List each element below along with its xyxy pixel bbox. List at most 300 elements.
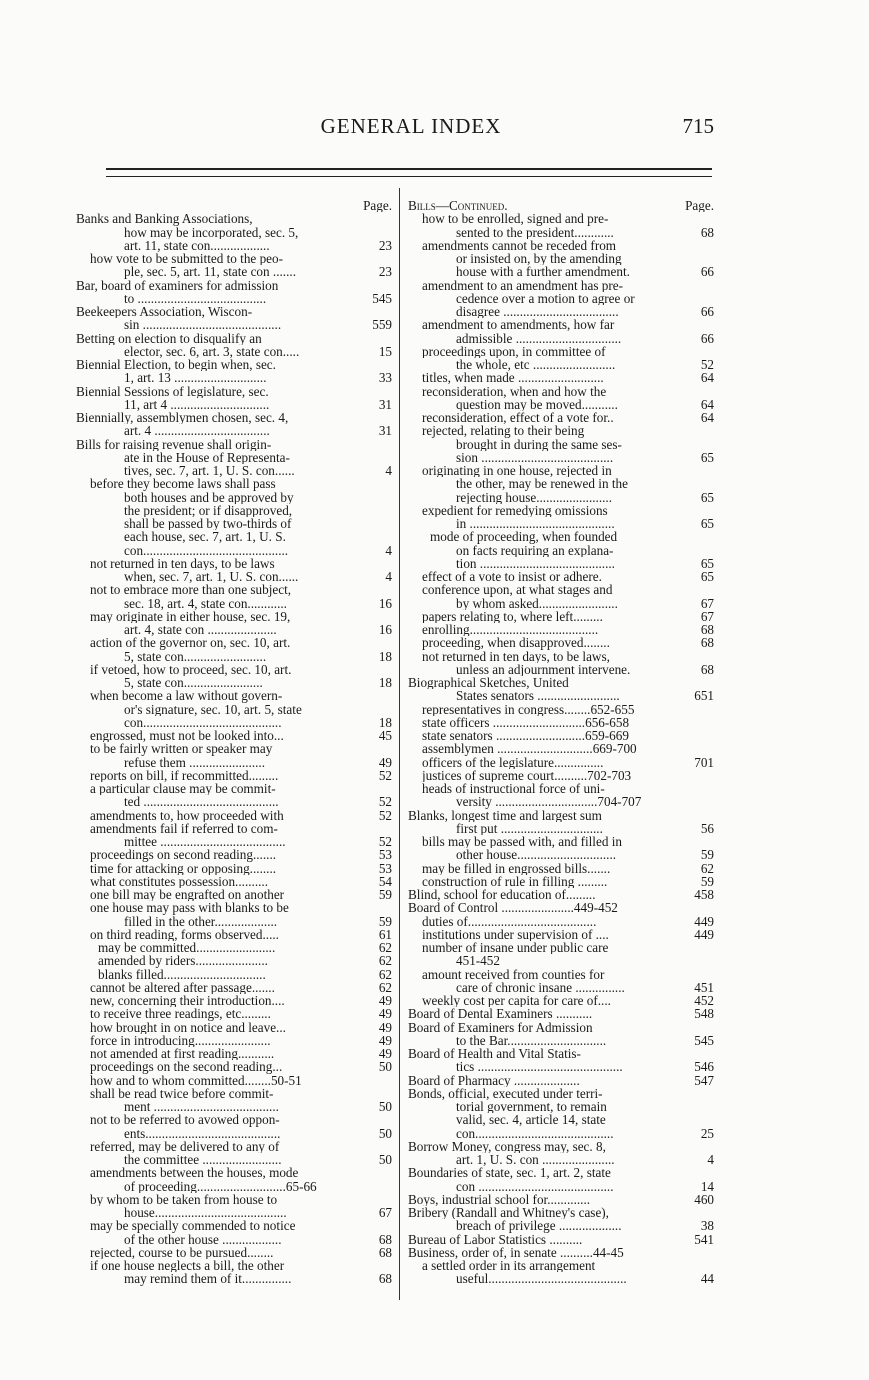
entry-text: force in introducing.......................	[90, 1033, 271, 1047]
entry-text: shall be read twice before commit-	[90, 1086, 274, 1100]
index-line	[76, 1246, 392, 1259]
entry-text: of the other house ..................	[124, 1232, 282, 1246]
entry-text: sec. 18, art. 4, state con............	[124, 596, 287, 610]
entry-page-ref: 25	[700, 1126, 714, 1140]
entry-text: States senators .........................	[456, 689, 620, 703]
index-line	[408, 597, 714, 610]
entry-page-ref: 64	[700, 397, 714, 411]
entry-text: Board of Health and Vital Statis-	[408, 1047, 581, 1061]
entry-text: number of insane under public care	[422, 941, 609, 955]
index-line	[76, 1166, 392, 1179]
entry-text: or's signature, sec. 10, art. 5, state	[124, 702, 302, 716]
entry-page-ref: 49	[378, 994, 392, 1008]
entry-text: enrolling.......................................	[422, 623, 599, 637]
entry-text: a settled order in its arrangement	[422, 1259, 596, 1273]
entry-page-ref: 38	[700, 1219, 714, 1233]
index-line	[76, 464, 392, 477]
entry-page-ref: 50	[378, 1126, 392, 1140]
entry-text: the committee ........................	[124, 1153, 282, 1167]
index-line	[408, 729, 714, 742]
entry-text: proceeding, when disapproved........	[422, 636, 610, 650]
index-line	[408, 358, 714, 371]
entry-page-ref: 62	[700, 861, 714, 875]
entry-page-ref: 18	[378, 649, 392, 663]
index-line	[408, 583, 714, 596]
entry-page-ref: 67	[378, 1206, 392, 1220]
entry-text: Bills for raising revenue shall origin-	[76, 437, 272, 451]
entry-text: not returned in ten days, to be laws,	[422, 649, 610, 663]
entry-text: each house, sec. 7, art. 1, U. S.	[124, 530, 286, 544]
index-line	[76, 862, 392, 875]
entry-text: new, concerning their introduction....	[90, 994, 285, 1008]
index-line	[76, 504, 392, 517]
index-line	[76, 928, 392, 941]
entry-page-ref: 545	[694, 1033, 714, 1047]
entry-page-ref: 452	[694, 994, 714, 1008]
entry-page-ref: 61	[378, 927, 392, 941]
entry-text: referred, may be delivered to any of	[90, 1139, 280, 1153]
index-line	[408, 941, 714, 954]
index-line	[76, 292, 392, 305]
index-line	[408, 954, 714, 967]
index-line	[76, 371, 392, 384]
entry-page-ref: 449	[694, 914, 714, 928]
entry-page-ref: 68	[700, 623, 714, 637]
index-line	[408, 1193, 714, 1206]
index-line	[76, 491, 392, 504]
entry-text: 1, art. 13 ............................	[124, 371, 267, 385]
index-line	[76, 477, 392, 490]
index-line	[408, 915, 714, 928]
index-line	[408, 716, 714, 729]
index-line	[76, 557, 392, 570]
entry-text: amendments between the houses, mode	[90, 1166, 299, 1180]
entry-text: effect of a vote to insist or adhere.	[422, 570, 602, 584]
index-line	[408, 464, 714, 477]
running-title: GENERAL INDEX	[320, 114, 502, 138]
entry-page-ref: 56	[700, 821, 714, 835]
entry-text: 11, art 4 ..............................	[124, 397, 270, 411]
continued-label: Bills—Continued.	[408, 199, 508, 213]
index-line	[76, 1021, 392, 1034]
index-line	[76, 703, 392, 716]
entry-text: sented to the president............	[456, 225, 614, 239]
entry-page-ref: 65	[700, 556, 714, 570]
entry-text: Business, order of, in senate ..........44-45	[408, 1245, 624, 1259]
index-line	[408, 835, 714, 848]
index-line	[408, 424, 714, 437]
right-page-label: Page.	[685, 199, 714, 213]
entry-text: engrossed, must not be looked into...	[90, 729, 284, 743]
entry-text: to .......................................	[124, 291, 267, 305]
index-line	[408, 530, 714, 543]
index-line	[76, 809, 392, 822]
entry-text: ents.........................................	[124, 1126, 281, 1140]
index-line	[408, 1166, 714, 1179]
index-line	[408, 1060, 714, 1073]
index-line	[76, 676, 392, 689]
index-line	[76, 795, 392, 808]
index-line	[408, 212, 714, 225]
entry-page-ref: 68	[700, 225, 714, 239]
index-line	[76, 981, 392, 994]
index-line	[76, 1074, 392, 1087]
entry-text: may remind them of it...............	[124, 1272, 292, 1286]
index-line	[408, 1100, 714, 1113]
entry-text: amended by riders......................	[98, 954, 268, 968]
entry-text: mittee ......................................	[124, 835, 286, 849]
entry-page-ref: 31	[378, 424, 392, 438]
index-line	[76, 769, 392, 782]
entry-text: Bonds, official, executed under terri-	[408, 1086, 603, 1100]
entry-page-ref: 64	[700, 411, 714, 425]
entry-page-ref: 66	[700, 265, 714, 279]
entry-page-ref: 541	[694, 1232, 714, 1246]
right-column	[408, 199, 714, 1286]
entry-page-ref: 65	[700, 570, 714, 584]
entry-page-ref: 53	[378, 848, 392, 862]
index-line	[408, 1246, 714, 1259]
index-line	[76, 530, 392, 543]
index-line	[76, 994, 392, 1007]
entry-text: ment ......................................	[124, 1100, 279, 1114]
index-line	[76, 345, 392, 358]
entry-page-ref: 52	[378, 835, 392, 849]
entry-text: Beekeepers Association, Wiscon-	[76, 305, 253, 319]
entry-page-ref: 54	[378, 874, 392, 888]
entry-text: officers of the legislature...............	[422, 755, 604, 769]
index-line	[408, 491, 714, 504]
entry-text: representatives in congress........652-655	[422, 702, 635, 716]
index-line	[76, 689, 392, 702]
entry-text: weekly cost per capita for care of....	[422, 994, 611, 1008]
entry-page-ref: 701	[694, 755, 714, 769]
index-line	[408, 1259, 714, 1272]
entry-page-ref: 62	[378, 941, 392, 955]
index-line	[76, 1140, 392, 1153]
index-line	[76, 729, 392, 742]
index-line	[76, 1100, 392, 1113]
entry-page-ref: 547	[694, 1073, 714, 1087]
entry-text: proceedings on second reading.......	[90, 848, 277, 862]
entry-page-ref: 50	[378, 1100, 392, 1114]
entry-page-ref: 62	[378, 967, 392, 981]
entry-page-ref: 59	[700, 848, 714, 862]
entry-text: Blind, school for education of.........	[408, 888, 596, 902]
entry-text: admissible ................................	[456, 331, 622, 345]
index-line	[408, 332, 714, 345]
entry-text: Bribery (Randall and Whitney's case),	[408, 1206, 609, 1220]
entry-text: reconsideration, when and how the	[422, 384, 607, 398]
entry-text: by whom asked........................	[456, 596, 618, 610]
entry-page-ref: 18	[378, 676, 392, 690]
entry-page-ref: 23	[378, 238, 392, 252]
index-line	[408, 769, 714, 782]
index-line	[76, 318, 392, 331]
entry-text: how may be incorporated, sec. 5,	[124, 225, 299, 239]
entry-text: both houses and be approved by	[124, 490, 294, 504]
entry-text: Boys, industrial school for.............	[408, 1192, 591, 1206]
index-line	[76, 239, 392, 252]
entry-text: may be filled in engrossed bills.......	[422, 861, 611, 875]
entry-page-ref: 52	[378, 795, 392, 809]
entry-text: tics ............................................	[456, 1060, 623, 1074]
entry-text: sion ........................................	[456, 450, 614, 464]
index-line	[76, 650, 392, 663]
index-line	[408, 1021, 714, 1034]
entry-text: state senators ...........................659-669	[422, 729, 629, 743]
entry-page-ref: 460	[694, 1192, 714, 1206]
index-line	[408, 1074, 714, 1087]
entry-text: before they become laws shall pass	[90, 477, 276, 491]
index-line	[408, 1180, 714, 1193]
entry-text: amendments to, how proceeded with	[90, 808, 284, 822]
entry-text: one bill may be engrafted on another	[90, 888, 285, 902]
entry-text: Biennially, assemblymen chosen, sec. 4,	[76, 411, 289, 425]
entry-page-ref: 66	[700, 305, 714, 319]
index-line	[408, 1233, 714, 1246]
index-line	[76, 1113, 392, 1126]
entry-text: may originate in either house, sec. 19,	[90, 609, 291, 623]
entry-text: not to embrace more than one subject,	[90, 583, 292, 597]
index-line	[76, 901, 392, 914]
entry-text: valid, sec. 4, article 14, state	[456, 1113, 606, 1127]
entry-text: papers relating to, where left.........	[422, 609, 603, 623]
entry-text: ted .........................................	[124, 795, 279, 809]
entry-page-ref: 49	[378, 1020, 392, 1034]
entry-page-ref: 53	[378, 861, 392, 875]
entry-page-ref: 68	[700, 662, 714, 676]
index-line	[408, 901, 714, 914]
entry-text: ple, sec. 5, art. 11, state con .......	[124, 265, 296, 279]
index-line	[76, 954, 392, 967]
entry-text: useful..........................................	[456, 1272, 627, 1286]
entry-text: Biennial Election, to begin when, sec.	[76, 358, 276, 372]
entry-text: one house may pass with blanks to be	[90, 901, 289, 915]
index-line	[76, 398, 392, 411]
entry-text: house........................................	[124, 1206, 287, 1220]
index-line	[76, 1007, 392, 1020]
index-line	[408, 862, 714, 875]
entry-page-ref: 65	[700, 450, 714, 464]
entry-text: institutions under supervision of ....	[422, 927, 609, 941]
entry-text: Banks and Banking Associations,	[76, 212, 253, 226]
entry-text: Borrow Money, congress may, sec. 8,	[408, 1139, 606, 1153]
entry-text: amendment to an amendment has pre-	[422, 278, 624, 292]
index-line	[76, 279, 392, 292]
entry-text: con............................................	[124, 543, 289, 557]
index-line	[408, 1087, 714, 1100]
entry-text: originating in one house, rejected in	[422, 464, 612, 478]
entry-text: construction of rule in filling .........	[422, 874, 608, 888]
entry-page-ref: 62	[378, 954, 392, 968]
index-line	[408, 981, 714, 994]
index-line	[76, 252, 392, 265]
entry-text: assemblymen .............................669-700	[422, 742, 637, 756]
entry-page-ref: 65	[700, 517, 714, 531]
entry-text: torial government, to remain	[456, 1100, 607, 1114]
index-line	[76, 848, 392, 861]
index-line	[408, 226, 714, 239]
entry-text: not to be referred to avowed oppon-	[90, 1113, 280, 1127]
entry-text: rejected, relating to their being	[422, 424, 585, 438]
index-line	[408, 1047, 714, 1060]
entry-text: cannot be altered after passage.......	[90, 980, 275, 994]
entry-page-ref: 59	[700, 874, 714, 888]
index-line	[408, 928, 714, 941]
entry-text: Biennial Sessions of legislature, sec.	[76, 384, 269, 398]
entry-text: reports on bill, if recommitted.........	[90, 768, 279, 782]
index-line	[408, 398, 714, 411]
entry-page-ref: 67	[700, 596, 714, 610]
entry-text: heads of instructional force of uni-	[422, 782, 605, 796]
entry-text: Biographical Sketches, United	[408, 676, 569, 690]
entry-text: may be committed........................	[98, 941, 276, 955]
index-line	[76, 1047, 392, 1060]
entry-text: on third reading, forms observed.....	[90, 927, 279, 941]
index-line	[76, 1272, 392, 1285]
index-line	[408, 782, 714, 795]
index-line	[76, 1193, 392, 1206]
entry-text: Board of Examiners for Admission	[408, 1020, 593, 1034]
entry-page-ref: 16	[378, 623, 392, 637]
entry-text: not returned in ten days, to be laws	[90, 556, 275, 570]
index-line	[408, 345, 714, 358]
left-index-entries	[76, 212, 392, 1285]
entry-text: con..........................................	[456, 1126, 614, 1140]
entry-text: blanks filled...............................	[98, 967, 266, 981]
index-line	[408, 438, 714, 451]
entry-page-ref: 18	[378, 715, 392, 729]
index-line	[76, 385, 392, 398]
entry-page-ref: 449	[694, 927, 714, 941]
entry-page-ref: 64	[700, 371, 714, 385]
entry-text: mode of proceeding, when founded	[430, 530, 618, 544]
entry-text: in ............................................	[456, 517, 615, 531]
index-line	[76, 756, 392, 769]
index-line	[408, 279, 714, 292]
entry-text: proceedings upon, in committee of	[422, 344, 606, 358]
entry-text: house with a further amendment.	[456, 265, 630, 279]
entry-page-ref: 68	[378, 1245, 392, 1259]
entry-text: filled in the other...................	[124, 914, 278, 928]
index-line	[76, 583, 392, 596]
entry-page-ref: 33	[378, 371, 392, 385]
index-line	[408, 1034, 714, 1047]
entry-text: shall be passed by two-thirds of	[124, 517, 292, 531]
index-line	[76, 597, 392, 610]
index-line	[76, 1233, 392, 1246]
entry-page-ref: 548	[694, 1007, 714, 1021]
index-line	[408, 265, 714, 278]
index-line	[76, 1060, 392, 1073]
entry-text: breach of privilege ...................	[456, 1219, 622, 1233]
entry-text: action of the governor on, sec. 10, art.	[90, 636, 291, 650]
index-line	[76, 716, 392, 729]
index-line	[76, 610, 392, 623]
index-line	[408, 968, 714, 981]
column-divider	[399, 188, 400, 1300]
entry-page-ref: 15	[378, 344, 392, 358]
entry-text: Bar, board of examiners for admission	[76, 278, 279, 292]
left-page-label: Page.	[363, 199, 392, 213]
entry-page-ref: 52	[378, 808, 392, 822]
entry-text: care of chronic insane ...............	[456, 980, 625, 994]
entry-text: amendments cannot be receded from	[422, 238, 617, 252]
index-line	[76, 1259, 392, 1272]
index-line	[408, 663, 714, 676]
entry-text: 5, state con.........................	[124, 649, 267, 663]
index-line	[408, 371, 714, 384]
page-number: 715	[682, 114, 714, 138]
entry-text: when, sec. 7, art. 1, U. S. con......	[124, 570, 299, 584]
index-line	[408, 451, 714, 464]
entry-text: Bureau of Labor Statistics ..........	[408, 1232, 583, 1246]
entry-text: art. 11, state con..................	[124, 238, 270, 252]
entry-page-ref: 458	[694, 888, 714, 902]
entry-text: Board of Dental Examiners ...........	[408, 1007, 593, 1021]
left-column	[76, 199, 392, 1286]
entry-page-ref: 52	[700, 358, 714, 372]
entry-page-ref: 49	[378, 1047, 392, 1061]
entry-page-ref: 66	[700, 331, 714, 345]
entry-text: titles, when made ..........................	[422, 371, 604, 385]
index-line	[408, 1206, 714, 1219]
index-line	[76, 782, 392, 795]
entry-text: expedient for remedying omissions	[422, 503, 608, 517]
entry-text: when become a law without govern-	[90, 689, 283, 703]
index-line	[76, 636, 392, 649]
entry-text: refuse them .......................	[124, 755, 266, 769]
entry-text: 5, state con........................	[124, 676, 263, 690]
index-line	[408, 848, 714, 861]
index-line	[76, 1153, 392, 1166]
entry-text: what constitutes possession..........	[90, 874, 269, 888]
entry-text: how brought in on notice and leave...	[90, 1020, 286, 1034]
index-line	[408, 411, 714, 424]
entry-page-ref: 16	[378, 596, 392, 610]
entry-page-ref: 49	[378, 755, 392, 769]
index-line	[76, 424, 392, 437]
index-line	[408, 1219, 714, 1232]
index-line	[76, 742, 392, 755]
entry-text: to the Bar..............................	[456, 1033, 607, 1047]
entry-text: disagree ...................................	[456, 305, 619, 319]
entry-text: by whom to be taken from house to	[90, 1192, 278, 1206]
entry-text: cedence over a motion to agree or	[456, 291, 635, 305]
entry-text: of proceeding...........................65-66	[124, 1179, 317, 1193]
entry-page-ref: 4	[707, 1153, 714, 1167]
index-line	[408, 822, 714, 835]
index-line	[408, 385, 714, 398]
index-line	[76, 212, 392, 225]
entry-text: conference upon, at what stages and	[422, 583, 613, 597]
entry-text: first put ...............................	[456, 821, 603, 835]
entry-text: other house..............................	[456, 848, 617, 862]
header-rule-thin	[106, 176, 712, 177]
entry-page-ref: 559	[372, 318, 392, 332]
entry-page-ref: 31	[378, 397, 392, 411]
index-line	[408, 1113, 714, 1126]
entry-text: ate in the House of Representa-	[124, 450, 290, 464]
index-line	[76, 226, 392, 239]
index-line	[76, 968, 392, 981]
index-line	[408, 1153, 714, 1166]
entry-text: time for attacking or opposing........	[90, 861, 277, 875]
entry-text: versity ...............................704-707	[456, 795, 642, 809]
index-line	[408, 676, 714, 689]
page-header	[108, 114, 714, 144]
